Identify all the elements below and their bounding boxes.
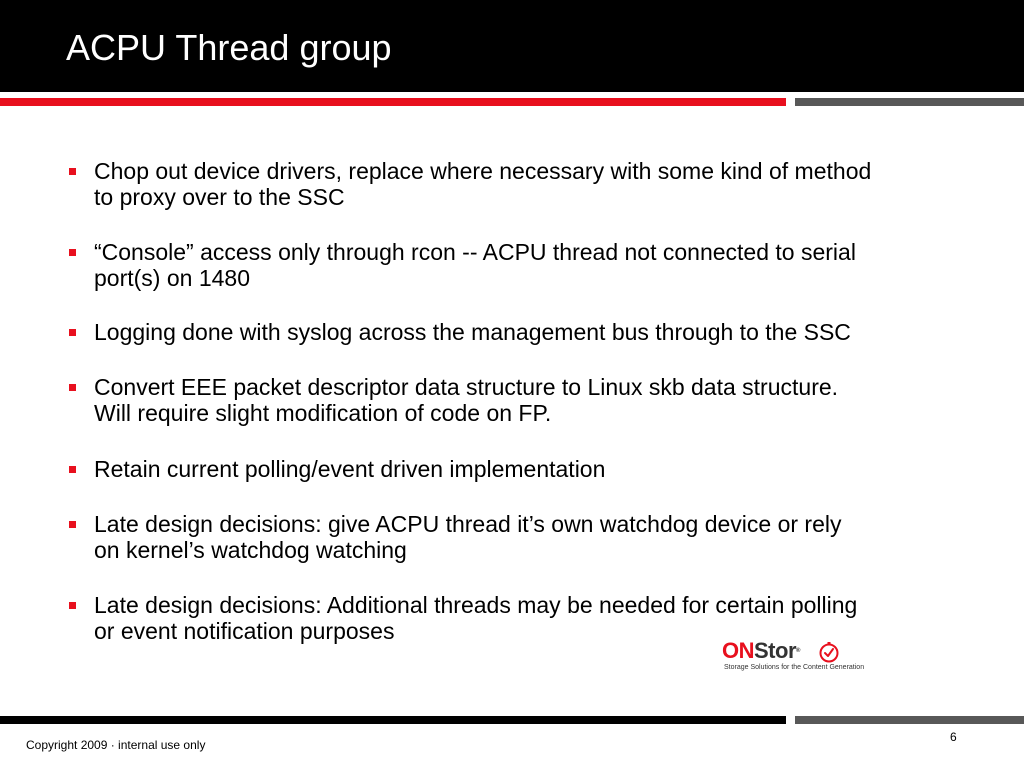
bullet-square-icon bbox=[69, 521, 76, 528]
title-bar bbox=[0, 0, 1024, 92]
bullet-text: Retain current polling/event driven implementation bbox=[94, 456, 606, 482]
logo-tagline: Storage Solutions for the Content Generation bbox=[724, 664, 865, 671]
bullet-square-icon bbox=[69, 466, 76, 473]
bullet-square-icon bbox=[69, 168, 76, 175]
clock-check-icon bbox=[818, 641, 840, 663]
bottom-gray-rule bbox=[795, 716, 1024, 724]
bullet-text: Convert EEE packet descriptor data structure to Linux skb data structure. Will require slight modification of code on FP. bbox=[94, 374, 839, 426]
bullet-square-icon bbox=[69, 249, 76, 256]
top-red-rule bbox=[0, 98, 786, 106]
logo-trademark: ® bbox=[796, 648, 800, 654]
slide-title: ACPU Thread group bbox=[66, 27, 392, 68]
bullet-text: Logging done with syslog across the management bus through to the SSC bbox=[94, 319, 851, 345]
bullet-square-icon bbox=[69, 384, 76, 391]
bullet-square-icon bbox=[69, 602, 76, 609]
bullet-text: Late design decisions: give ACPU thread it’s own watchdog device or rely on kernel’s watchdog watching bbox=[94, 511, 842, 563]
top-gray-rule bbox=[795, 98, 1024, 106]
bullet-text: “Console” access only through rcon -- ACPU thread not connected to serial port(s) on 1480 bbox=[94, 239, 856, 291]
onstor-logo bbox=[722, 640, 882, 676]
page-number: 6 bbox=[950, 730, 957, 744]
bottom-black-rule bbox=[0, 716, 786, 724]
bullet-text: Chop out device drivers, replace where necessary with some kind of method to proxy over to the SSC bbox=[94, 158, 872, 210]
logo-wordmark bbox=[722, 640, 800, 662]
logo-on-text: ON bbox=[722, 638, 754, 663]
bullet-square-icon bbox=[69, 329, 76, 336]
bullet-text: Late design decisions: Additional threads may be needed for certain polling or event notification purposes bbox=[94, 592, 858, 644]
logo-stor-text: Stor bbox=[754, 638, 796, 663]
copyright-text: Copyright 2009 · internal use only bbox=[26, 738, 206, 752]
